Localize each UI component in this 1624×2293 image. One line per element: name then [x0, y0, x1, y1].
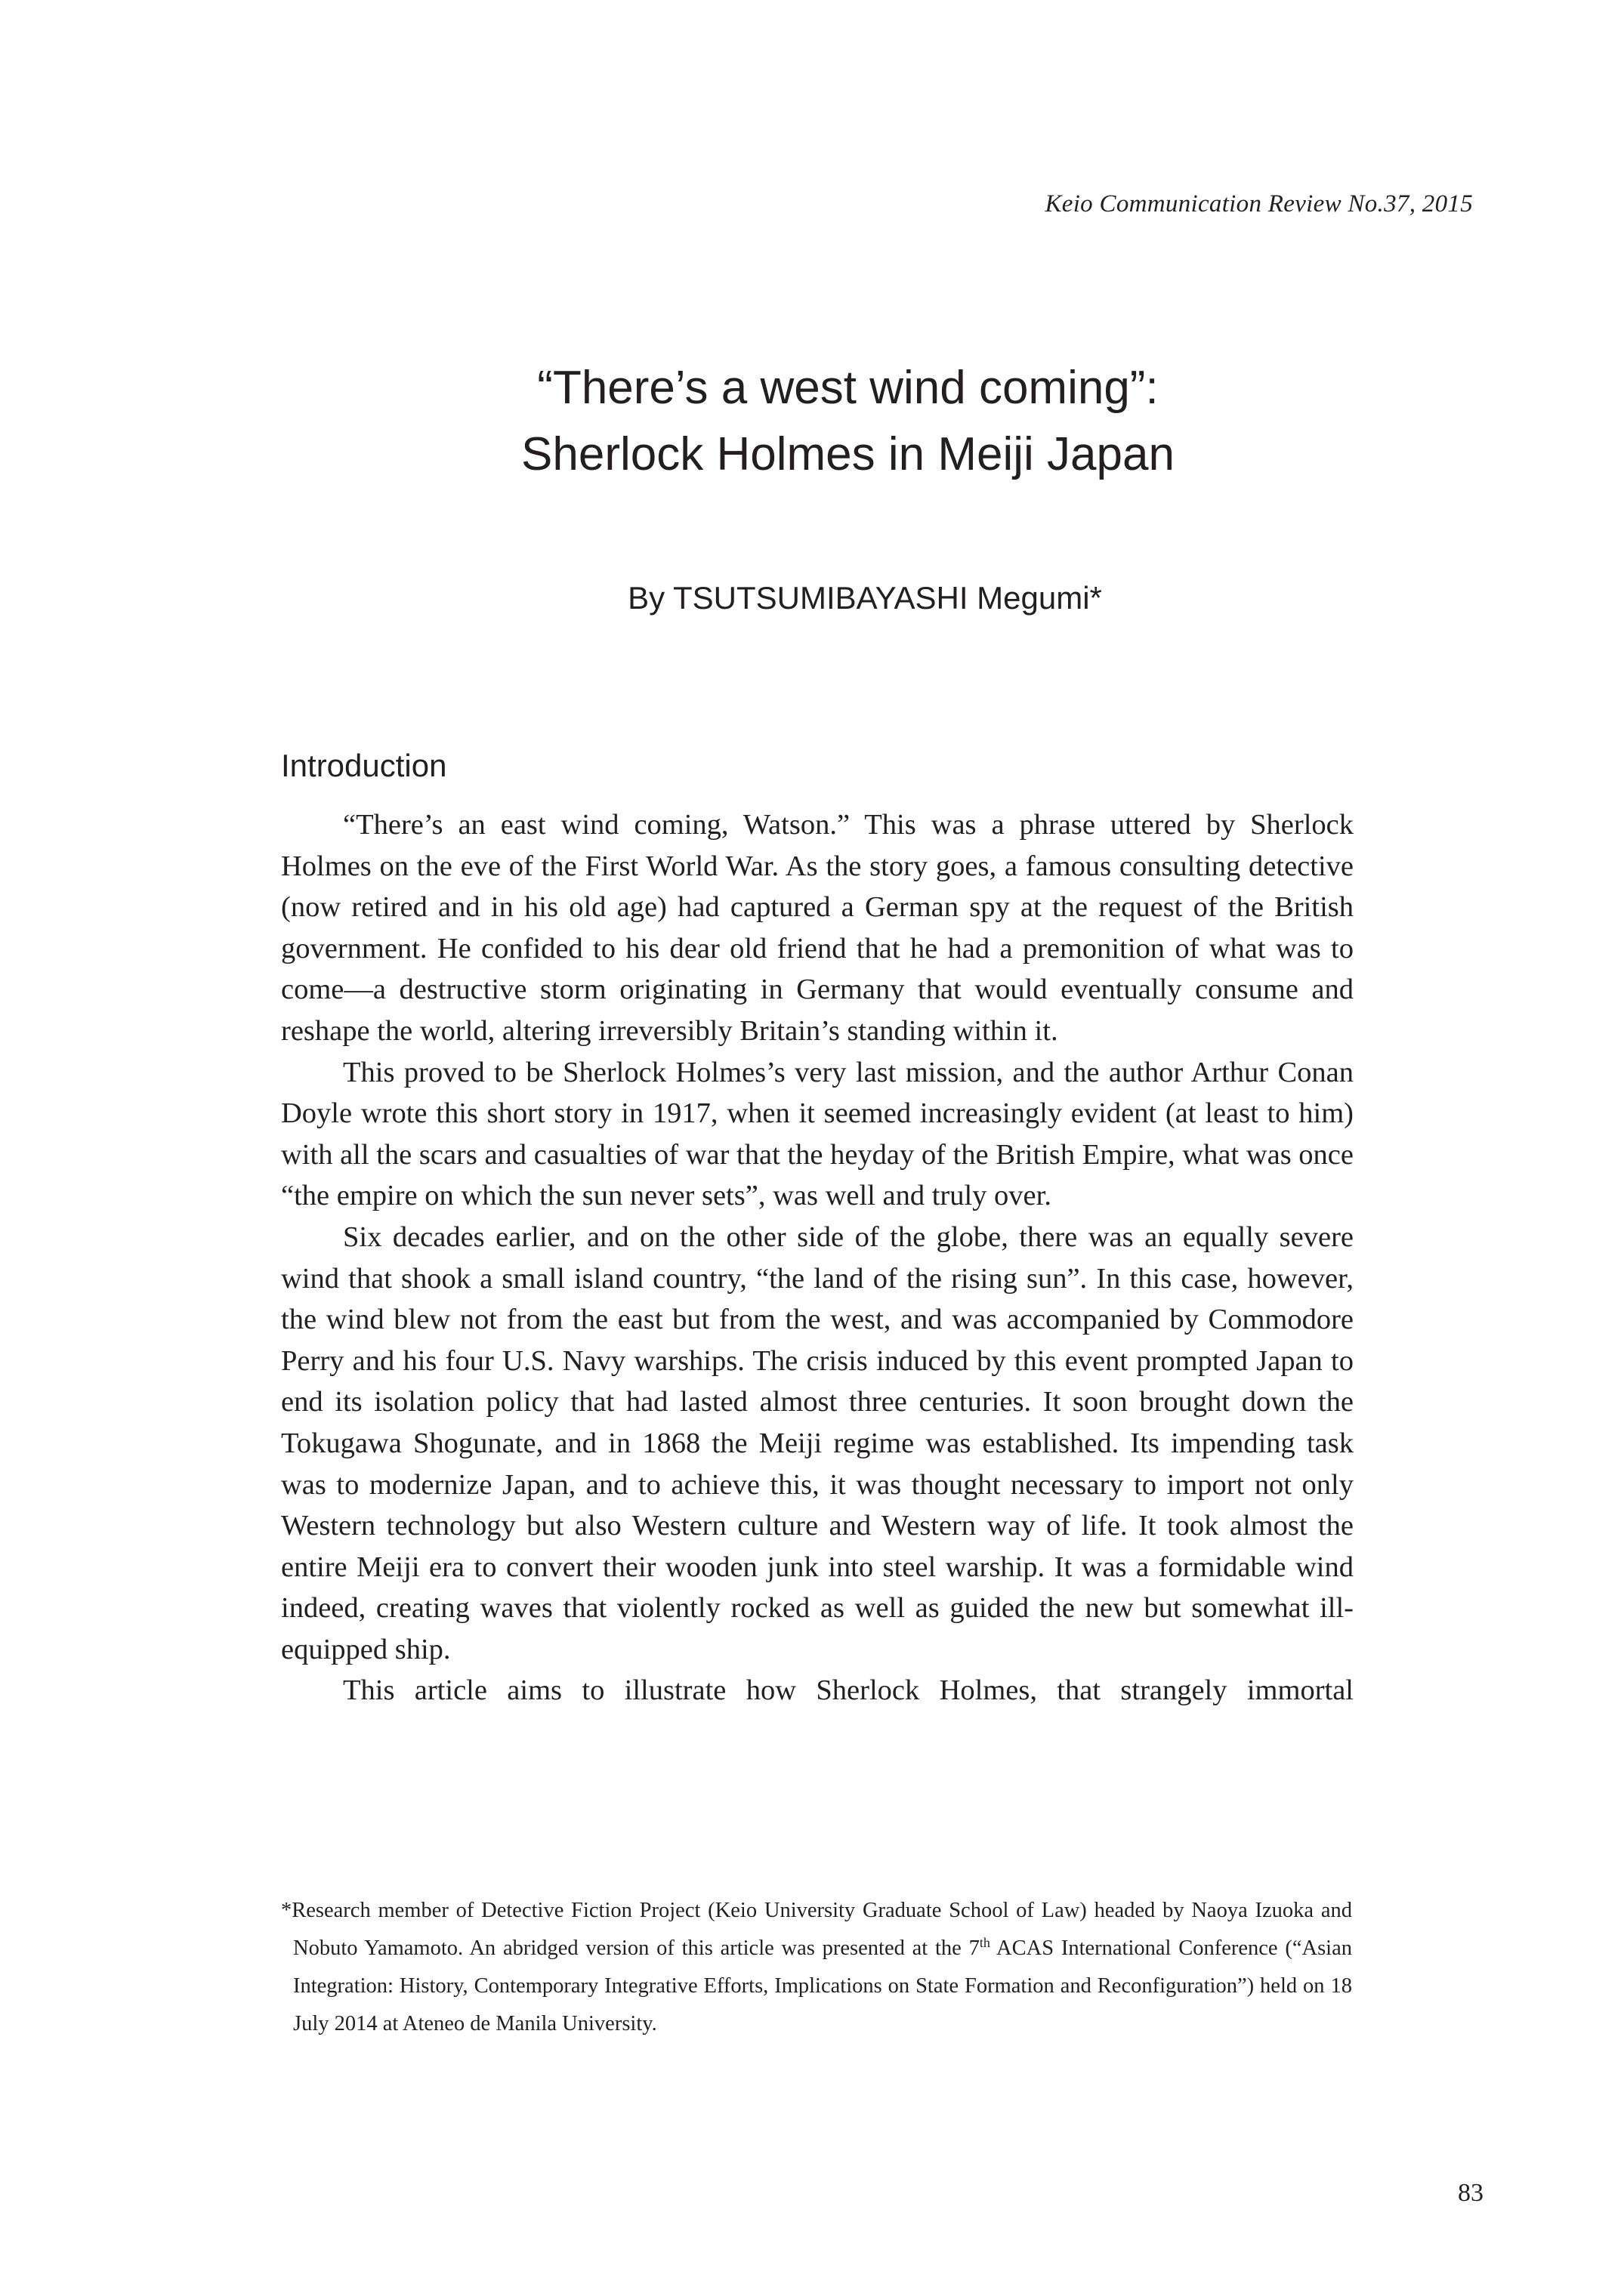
article-title-line-1: “There’s a west wind coming”:	[537, 362, 1159, 414]
paragraph-2: This proved to be Sherlock Holmes’s very last mission, and the author Arthur Conan Doyle wrote this short story in 1917, when it seemed increasingly evident (at least to him) with all the scars and casualties of war that the heyday of the British Empire, what was once “the empire on which the sun never sets”, was well and truly over.	[281, 1056, 1354, 1212]
page-number: 83	[1458, 2179, 1484, 2207]
footnote-superscript: th	[979, 1935, 990, 1950]
footnote-text-start: *Research member of Detective Fiction Project (Keio University Graduate School of Law) headed by Naoya Izuoka and Nobuto Yamamoto. An abridged version of this article was presented at the 7	[281, 1899, 1352, 1960]
article-title-line-2: Sherlock Holmes in Meiji Japan	[521, 428, 1175, 480]
footnote-text-end: ACAS International Conference (“Asian Integration: History, Contemporary Integrative Efforts, Implications on State Formation and Reconfiguration”) held on 18 July 2014 at Ateneo de Manila University.	[293, 1937, 1352, 2035]
paragraph-3: Six decades earlier, and on the other side of the globe, there was an equally severe wind that shook a small island country, “the land of the rising sun”. In this case, however, the wind blew not from the east but from the west, and was accompanied by Commodore Perry and his four U.S. Navy warships. The crisis induced by this event prompted Japan to end its isolation policy that had lasted almost three centuries. It soon brought down the Tokugawa Shogunate, and in 1868 the Meiji regime was established. Its impending task was to modernize Japan, and to achieve this, it was thought necessary to import not only Western technology but also Western culture and Western way of life. It took almost the entire Meiji era to convert their wooden junk into steel warship. It was a formidable wind indeed, creating waves that violently rocked as well as guided the new but somewhat ill-equipped ship.	[281, 1221, 1354, 1665]
paragraph-1: “There’s an east wind coming, Watson.” This was a phrase uttered by Sherlock Holmes on the eve of the First World War. As the story goes, a famous consulting detective (now retired and in his old age) had captured a German spy at the request of the British government. He confided to his dear old friend that he had a premonition of what was to come—a destructive storm originating in Germany that would eventually consume and reshape the world, altering irreversibly Britain’s standing within it.	[281, 809, 1354, 1047]
article-title	[0, 355, 1624, 488]
author-byline: By TSUTSUMIBAYASHI Megumi*	[628, 580, 1102, 616]
body-text	[281, 804, 1354, 1711]
section-heading: Introduction	[281, 748, 447, 783]
running-head: Keio Communication Review No.37, 2015	[1045, 190, 1473, 218]
paragraph-4: This article aims to illustrate how Sherlock Holmes, that strangely immortal	[343, 1674, 1354, 1707]
footnote	[281, 1892, 1352, 2043]
